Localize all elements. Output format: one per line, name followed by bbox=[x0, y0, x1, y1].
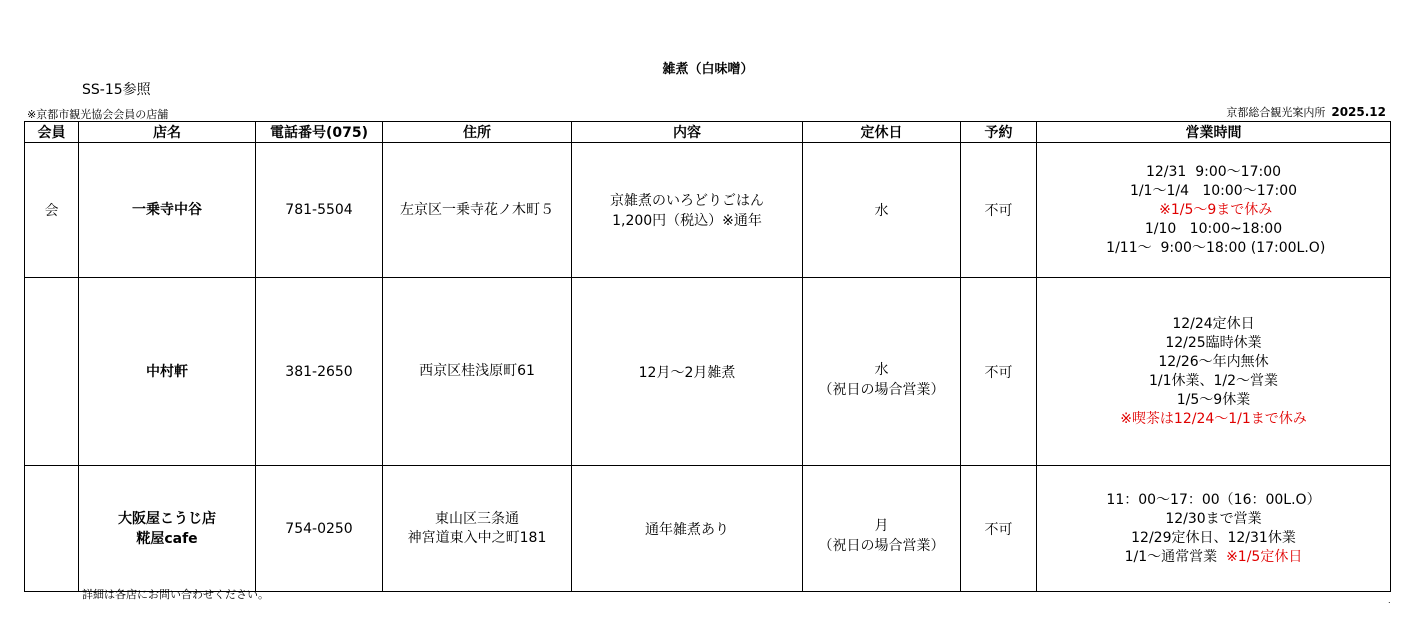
content-cell bbox=[572, 278, 803, 466]
hours-line: 12/29定休日、12/31休業 bbox=[1131, 529, 1296, 546]
closed-line: 水 bbox=[874, 203, 889, 219]
issuer-note bbox=[1226, 104, 1386, 120]
shop-name: 中村軒 bbox=[146, 363, 188, 380]
hours-warning-suffix: ※1/5定休日 bbox=[1217, 548, 1303, 565]
hours-text: 1/1～通常営業 bbox=[1124, 548, 1218, 565]
address-line: 東山区三条通 bbox=[435, 510, 519, 527]
col-header-phone: 電話番号(075) bbox=[256, 122, 383, 143]
col-header-name: 店名 bbox=[79, 122, 256, 143]
table-row bbox=[25, 466, 1391, 592]
shop-name-cell bbox=[79, 143, 256, 278]
hours-line: 1/5～9休業 bbox=[1176, 391, 1251, 408]
hours-line bbox=[1041, 548, 1386, 567]
issue-date: 2025.12 bbox=[1331, 105, 1386, 119]
content-line: 1,200円（税込）※通年 bbox=[612, 213, 762, 229]
address-cell bbox=[383, 278, 572, 466]
hours-cell bbox=[1037, 466, 1391, 592]
content-cell bbox=[572, 143, 803, 278]
hours-line: 12/24定休日 bbox=[1172, 315, 1255, 332]
member-cell bbox=[25, 466, 79, 592]
shop-name: 糀屋cafe bbox=[136, 530, 198, 547]
corner-mark: . bbox=[1388, 596, 1391, 605]
hours-cell bbox=[1037, 278, 1391, 466]
col-header-closed: 定休日 bbox=[803, 122, 961, 143]
hours-line-warning: ※1/5～9まで休み bbox=[1154, 201, 1273, 218]
reservation-cell: 不可 bbox=[961, 278, 1037, 466]
reservation-cell: 不可 bbox=[961, 466, 1037, 592]
hours-line: 1/11～ 9:00～18:00 (17:00L.O) bbox=[1101, 239, 1326, 256]
col-header-member: 会員 bbox=[25, 122, 79, 143]
address-cell bbox=[383, 466, 572, 592]
shop-name: 大阪屋こうじ店 bbox=[118, 510, 216, 527]
col-header-hours: 営業時間 bbox=[1037, 122, 1391, 143]
address-line: 神宮道東入中之町181 bbox=[407, 529, 547, 546]
hours-line: 11：00～17：00（16：00L.O） bbox=[1106, 491, 1321, 508]
address-cell bbox=[383, 143, 572, 278]
hours-line: 1/1～1/4 10:00～17:00 bbox=[1129, 182, 1298, 199]
member-note: ※京都市観光協会会員の店舗 bbox=[27, 108, 169, 121]
member-cell bbox=[25, 278, 79, 466]
address-line: 西京区桂浅原町61 bbox=[419, 363, 535, 379]
reservation-cell: 不可 bbox=[961, 143, 1037, 278]
table-row bbox=[25, 278, 1391, 466]
col-header-address: 住所 bbox=[383, 122, 572, 143]
content-line: 12月～2月雑煮 bbox=[638, 364, 736, 381]
address-line: 左京区一乗寺花ノ木町５ bbox=[400, 201, 554, 218]
shop-name-cell bbox=[79, 278, 256, 466]
closed-line: 月 bbox=[874, 517, 889, 534]
hours-cell bbox=[1037, 143, 1391, 278]
closed-line: （祝日の場合営業） bbox=[818, 381, 945, 398]
hours-line: 12/30まで営業 bbox=[1165, 510, 1262, 527]
closed-line: 水 bbox=[874, 361, 889, 378]
footer-note: 詳細は各店にお問い合わせください。 bbox=[82, 588, 269, 601]
issuer-name: 京都総合観光案内所 bbox=[1226, 106, 1326, 119]
closed-line: （祝日の場合営業） bbox=[818, 537, 945, 554]
hours-line-warning: ※喫茶は12/24～1/1まで休み bbox=[1120, 410, 1307, 427]
phone-cell: 381-2650 bbox=[256, 278, 383, 466]
restaurant-table bbox=[24, 121, 1391, 592]
closed-cell bbox=[803, 466, 961, 592]
shop-name-cell bbox=[79, 466, 256, 592]
reference-label: SS-15参照 bbox=[82, 82, 151, 98]
shop-name: 一乗寺中谷 bbox=[132, 202, 202, 218]
phone-cell: 754-0250 bbox=[256, 466, 383, 592]
hours-line: 12/26～年内無休 bbox=[1158, 353, 1269, 370]
content-line: 京雑煮のいろどりごはん bbox=[610, 193, 764, 209]
col-header-reservation: 予約 bbox=[961, 122, 1037, 143]
table-row bbox=[25, 143, 1391, 278]
page-title: 雑煮（白味噌） bbox=[662, 62, 754, 77]
phone-cell: 781-5504 bbox=[256, 143, 383, 278]
hours-line: 12/25臨時休業 bbox=[1165, 334, 1262, 351]
hours-line: 12/31 9:00～17:00 bbox=[1145, 163, 1282, 180]
hours-line: 1/10 10:00~18:00 bbox=[1144, 220, 1283, 237]
closed-cell bbox=[803, 278, 961, 466]
content-line: 通年雑煮あり bbox=[645, 521, 729, 538]
member-cell: 会 bbox=[25, 143, 79, 278]
hours-line: 1/1休業、1/2～営業 bbox=[1148, 372, 1279, 389]
closed-cell bbox=[803, 143, 961, 278]
content-cell bbox=[572, 466, 803, 592]
col-header-content: 内容 bbox=[572, 122, 803, 143]
table-header-row bbox=[25, 122, 1391, 143]
